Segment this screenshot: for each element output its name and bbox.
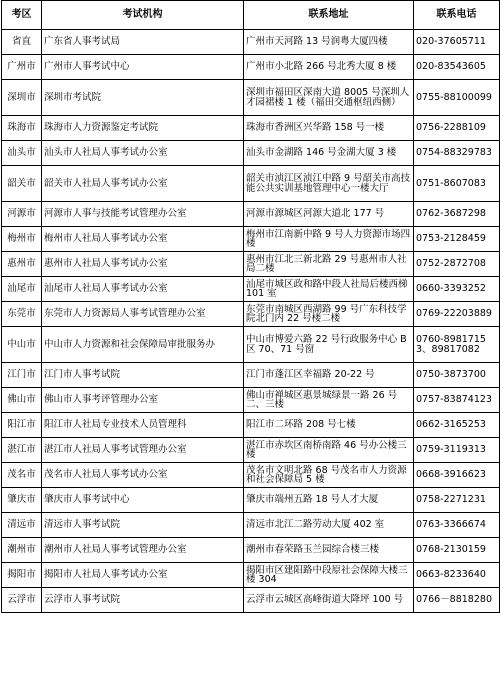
org-cell: 梅州市人社局人事考试办公室 bbox=[42, 227, 244, 252]
region-cell: 湛江市 bbox=[2, 438, 42, 463]
region-cell: 惠州市 bbox=[2, 252, 42, 277]
exam-office-contact-table bbox=[1, 0, 500, 613]
phone-cell: 0668-3916623 bbox=[414, 463, 500, 488]
phone-cell: 0757-83874123 bbox=[414, 388, 500, 413]
region-cell: 东莞市 bbox=[2, 302, 42, 327]
org-cell: 清远市人事考试院 bbox=[42, 513, 244, 538]
region-cell: 江门市 bbox=[2, 363, 42, 388]
phone-cell: 0769-22203889 bbox=[414, 302, 500, 327]
table-row bbox=[2, 30, 500, 55]
region-cell: 河源市 bbox=[2, 202, 42, 227]
phone-cell: 0768-2130159 bbox=[414, 538, 500, 563]
region-cell: 广州市 bbox=[2, 55, 42, 80]
table-header-row bbox=[2, 1, 500, 30]
table-row bbox=[2, 488, 500, 513]
phone-cell: 020-83543605 bbox=[414, 55, 500, 80]
table-row bbox=[2, 227, 500, 252]
table-row bbox=[2, 538, 500, 563]
address-cell: 清远市北江二路劳动大厦 402 室 bbox=[244, 513, 414, 538]
phone-cell: 0662-3165253 bbox=[414, 413, 500, 438]
table-row bbox=[2, 363, 500, 388]
header-org: 考试机构 bbox=[42, 1, 244, 30]
phone-cell: 0660-3393252 bbox=[414, 277, 500, 302]
address-cell: 深圳市福田区深南大道 8005 号深圳人才园裙楼 1 楼（福田交通枢纽西侧） bbox=[244, 80, 414, 116]
region-cell: 阳江市 bbox=[2, 413, 42, 438]
org-cell: 广东省人事考试局 bbox=[42, 30, 244, 55]
table-row bbox=[2, 202, 500, 227]
table-row bbox=[2, 388, 500, 413]
table-row bbox=[2, 166, 500, 202]
table-row bbox=[2, 563, 500, 588]
org-cell: 潮州市人社局人事考试管理办公室 bbox=[42, 538, 244, 563]
table-row bbox=[2, 302, 500, 327]
header-phone: 联系电话 bbox=[414, 1, 500, 30]
address-cell: 河源市源城区河源大道北 177 号 bbox=[244, 202, 414, 227]
address-cell: 阳江市二环路 208 号七楼 bbox=[244, 413, 414, 438]
org-cell: 东莞市人力资源局人事考试管理办公室 bbox=[42, 302, 244, 327]
region-cell: 清远市 bbox=[2, 513, 42, 538]
address-cell: 江门市蓬江区幸福路 20-22 号 bbox=[244, 363, 414, 388]
table-row bbox=[2, 513, 500, 538]
phone-cell: 0663-8233640 bbox=[414, 563, 500, 588]
address-cell: 云浮市云城区高峰街道大降坪 100 号 bbox=[244, 588, 414, 613]
phone-cell: 0759-3119313 bbox=[414, 438, 500, 463]
phone-cell: 0762-3687298 bbox=[414, 202, 500, 227]
address-cell: 佛山市禅城区惠景城绿景一路 26 号二、三楼 bbox=[244, 388, 414, 413]
header-region: 考区 bbox=[2, 1, 42, 30]
table-row bbox=[2, 80, 500, 116]
table-row bbox=[2, 141, 500, 166]
org-cell: 江门市人事考试院 bbox=[42, 363, 244, 388]
region-cell: 珠海市 bbox=[2, 116, 42, 141]
org-cell: 河源市人事与技能考试管理办公室 bbox=[42, 202, 244, 227]
region-cell: 云浮市 bbox=[2, 588, 42, 613]
phone-cell: 0755-88100099 bbox=[414, 80, 500, 116]
org-cell: 佛山市人事考评管理办公室 bbox=[42, 388, 244, 413]
address-cell: 韶关市浈江区浈江中路 9 号韶关市高技能公共实训基地管理中心一楼大厅 bbox=[244, 166, 414, 202]
table-row bbox=[2, 55, 500, 80]
phone-cell: 0750-3873700 bbox=[414, 363, 500, 388]
region-cell: 中山市 bbox=[2, 327, 42, 363]
address-cell: 广州市小北路 266 号北秀大厦 8 楼 bbox=[244, 55, 414, 80]
org-cell: 广州市人事考试中心 bbox=[42, 55, 244, 80]
table-row bbox=[2, 588, 500, 613]
table-row bbox=[2, 463, 500, 488]
region-cell: 韶关市 bbox=[2, 166, 42, 202]
phone-cell: 0766－8818280 bbox=[414, 588, 500, 613]
table-row bbox=[2, 413, 500, 438]
org-cell: 云浮市人事考试院 bbox=[42, 588, 244, 613]
region-cell: 肇庆市 bbox=[2, 488, 42, 513]
table-row bbox=[2, 327, 500, 363]
address-cell: 惠州市江北三新北路 29 号惠州市人社局二楼 bbox=[244, 252, 414, 277]
header-address: 联系地址 bbox=[244, 1, 414, 30]
address-cell: 肇庆市端州五路 18 号人才大厦 bbox=[244, 488, 414, 513]
address-cell: 汕尾市城区政和路中段人社局后楼西梯 101 室 bbox=[244, 277, 414, 302]
phone-cell: 0758-2271231 bbox=[414, 488, 500, 513]
org-cell: 茂名市人社局人事考试办公室 bbox=[42, 463, 244, 488]
region-cell: 佛山市 bbox=[2, 388, 42, 413]
region-cell: 省直 bbox=[2, 30, 42, 55]
phone-cell: 0752-2872708 bbox=[414, 252, 500, 277]
org-cell: 肇庆市人事考试中心 bbox=[42, 488, 244, 513]
phone-cell: 0753-2128459 bbox=[414, 227, 500, 252]
region-cell: 深圳市 bbox=[2, 80, 42, 116]
table-row bbox=[2, 116, 500, 141]
org-cell: 揭阳市人社局人事考试办公室 bbox=[42, 563, 244, 588]
phone-cell: 0756-2288109 bbox=[414, 116, 500, 141]
address-cell: 湛江市赤坎区南桥南路 46 号办公楼三楼 bbox=[244, 438, 414, 463]
org-cell: 汕尾市人社局人事考试办公室 bbox=[42, 277, 244, 302]
address-cell: 东莞市南城区西湖路 99 号广东科技学院北门内 22 号楼二楼 bbox=[244, 302, 414, 327]
org-cell: 湛江市人社局人事考试管理办公室 bbox=[42, 438, 244, 463]
org-cell: 阳江市人社局专业技术人员管理科 bbox=[42, 413, 244, 438]
org-cell: 韶关市人社局人事考试办公室 bbox=[42, 166, 244, 202]
phone-cell: 020-37605711 bbox=[414, 30, 500, 55]
table-row bbox=[2, 438, 500, 463]
org-cell: 中山市人力资源和社会保障局审批服务办 bbox=[42, 327, 244, 363]
region-cell: 汕尾市 bbox=[2, 277, 42, 302]
address-cell: 茂名市文明北路 68 号茂名市人力资源和社会保障局 5 楼 bbox=[244, 463, 414, 488]
region-cell: 潮州市 bbox=[2, 538, 42, 563]
table-row bbox=[2, 252, 500, 277]
address-cell: 汕头市金湖路 146 号金湖大厦 3 楼 bbox=[244, 141, 414, 166]
address-cell: 潮州市春荣路玉兰园综合楼三楼 bbox=[244, 538, 414, 563]
org-cell: 珠海市人力资源鉴定考试院 bbox=[42, 116, 244, 141]
org-cell: 汕头市人社局人事考试办公室 bbox=[42, 141, 244, 166]
region-cell: 茂名市 bbox=[2, 463, 42, 488]
address-cell: 梅州市江南新中路 9 号人力资源市场四楼 bbox=[244, 227, 414, 252]
address-cell: 揭阳市区建阳路中段原社会保障大楼三楼 304 bbox=[244, 563, 414, 588]
address-cell: 广州市天河路 13 号润粤大厦四楼 bbox=[244, 30, 414, 55]
address-cell: 中山市博爱六路 22 号行政服务中心 B 区 70、71 号窗 bbox=[244, 327, 414, 363]
org-cell: 惠州市人社局人事考试办公室 bbox=[42, 252, 244, 277]
table-body bbox=[2, 30, 500, 613]
org-cell: 深圳市考试院 bbox=[42, 80, 244, 116]
address-cell: 珠海市香洲区兴华路 158 号一楼 bbox=[244, 116, 414, 141]
phone-cell: 0754-88329783 bbox=[414, 141, 500, 166]
phone-cell: 0751-8607083 bbox=[414, 166, 500, 202]
region-cell: 揭阳市 bbox=[2, 563, 42, 588]
region-cell: 梅州市 bbox=[2, 227, 42, 252]
phone-cell: 0760-89817153、89817082 bbox=[414, 327, 500, 363]
table-row bbox=[2, 277, 500, 302]
phone-cell: 0763-3366674 bbox=[414, 513, 500, 538]
region-cell: 汕头市 bbox=[2, 141, 42, 166]
